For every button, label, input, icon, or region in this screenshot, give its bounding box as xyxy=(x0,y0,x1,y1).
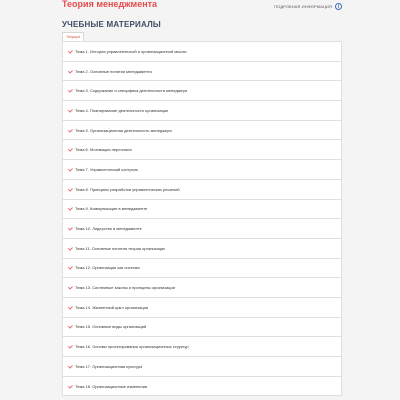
check-icon xyxy=(68,207,73,211)
list-item[interactable] xyxy=(62,219,342,239)
topic-label[interactable]: Тема 18. Организационные изменения xyxy=(75,383,148,389)
topic-label[interactable]: Тема 9. Коммуникации в менеджменте xyxy=(75,206,148,212)
list-item[interactable] xyxy=(62,318,342,338)
check-icon xyxy=(68,227,73,231)
topic-label[interactable]: Тема 6. Мотивация персонала xyxy=(75,147,132,153)
topic-label[interactable]: Тема 1. История управленческой и организационной мысли xyxy=(75,48,187,54)
check-icon xyxy=(68,49,73,53)
topic-label[interactable]: Тема 8. Принципы разработки управленческих решений xyxy=(75,186,180,192)
check-icon xyxy=(68,325,73,329)
topic-label[interactable]: Тема 16. Основы проектирования организационных структур xyxy=(75,344,189,350)
tab-bar xyxy=(62,32,342,41)
more-info-label[interactable]: ПОДРОБНАЯ ИНФОРМАЦИЯ xyxy=(274,4,332,9)
check-icon xyxy=(68,246,73,250)
check-icon xyxy=(68,364,73,368)
more-info-link[interactable] xyxy=(274,3,342,10)
check-icon xyxy=(68,266,73,270)
topic-label[interactable]: Тема 5. Организационная деятельность менеджера xyxy=(75,127,172,133)
tab-current[interactable]: Текущие xyxy=(62,32,84,41)
list-item[interactable] xyxy=(62,200,342,220)
list-item[interactable] xyxy=(62,42,342,62)
check-icon xyxy=(68,69,73,73)
list-item[interactable] xyxy=(62,337,342,357)
check-icon xyxy=(68,167,73,171)
topic-label[interactable]: Тема 10. Лидерство в менеджменте xyxy=(75,226,142,232)
info-icon[interactable]: i xyxy=(335,3,342,10)
check-icon xyxy=(68,187,73,191)
topic-label[interactable]: Тема 12. Организация как система xyxy=(75,265,140,271)
topic-label[interactable]: Тема 13. Системные законы и принципы организации xyxy=(75,285,175,291)
topic-label[interactable]: Тема 14. Жизненный цикл организации xyxy=(75,304,149,310)
list-item[interactable] xyxy=(62,140,342,160)
list-item[interactable] xyxy=(62,298,342,318)
topic-label[interactable]: Тема 7. Управленческий контроль xyxy=(75,166,139,172)
check-icon xyxy=(68,148,73,152)
list-item[interactable] xyxy=(62,357,342,377)
topic-label[interactable]: Тема 15. Основные виды организаций xyxy=(75,324,147,330)
check-icon xyxy=(68,108,73,112)
list-item[interactable] xyxy=(62,259,342,279)
topic-label[interactable]: Тема 17. Организационная культура xyxy=(75,363,143,369)
topic-label[interactable]: Тема 3. Содержание и специфика деятельности менеджера xyxy=(75,88,188,94)
list-item[interactable] xyxy=(62,278,342,298)
topic-list xyxy=(62,41,342,396)
list-item[interactable] xyxy=(62,121,342,141)
list-item[interactable] xyxy=(62,160,342,180)
check-icon xyxy=(68,128,73,132)
check-icon xyxy=(68,345,73,349)
course-title: Теория менеджмента xyxy=(62,0,158,9)
check-icon xyxy=(68,286,73,290)
check-icon xyxy=(68,305,73,309)
topic-label[interactable]: Тема 11. Основные понятия теории организации xyxy=(75,245,166,251)
page-header xyxy=(62,0,342,16)
topic-label[interactable]: Тема 4. Планирование деятельности организации xyxy=(75,107,169,113)
list-item[interactable] xyxy=(62,81,342,101)
check-icon xyxy=(68,89,73,93)
list-item[interactable] xyxy=(62,180,342,200)
check-icon xyxy=(68,384,73,388)
list-item[interactable] xyxy=(62,62,342,82)
topic-label[interactable]: Тема 2. Основные понятия менеджмента xyxy=(75,68,152,74)
list-item[interactable] xyxy=(62,239,342,259)
list-item[interactable] xyxy=(62,101,342,121)
section-title: УЧЕБНЫЕ МАТЕРИАЛЫ xyxy=(62,20,161,29)
list-item[interactable] xyxy=(62,377,342,397)
